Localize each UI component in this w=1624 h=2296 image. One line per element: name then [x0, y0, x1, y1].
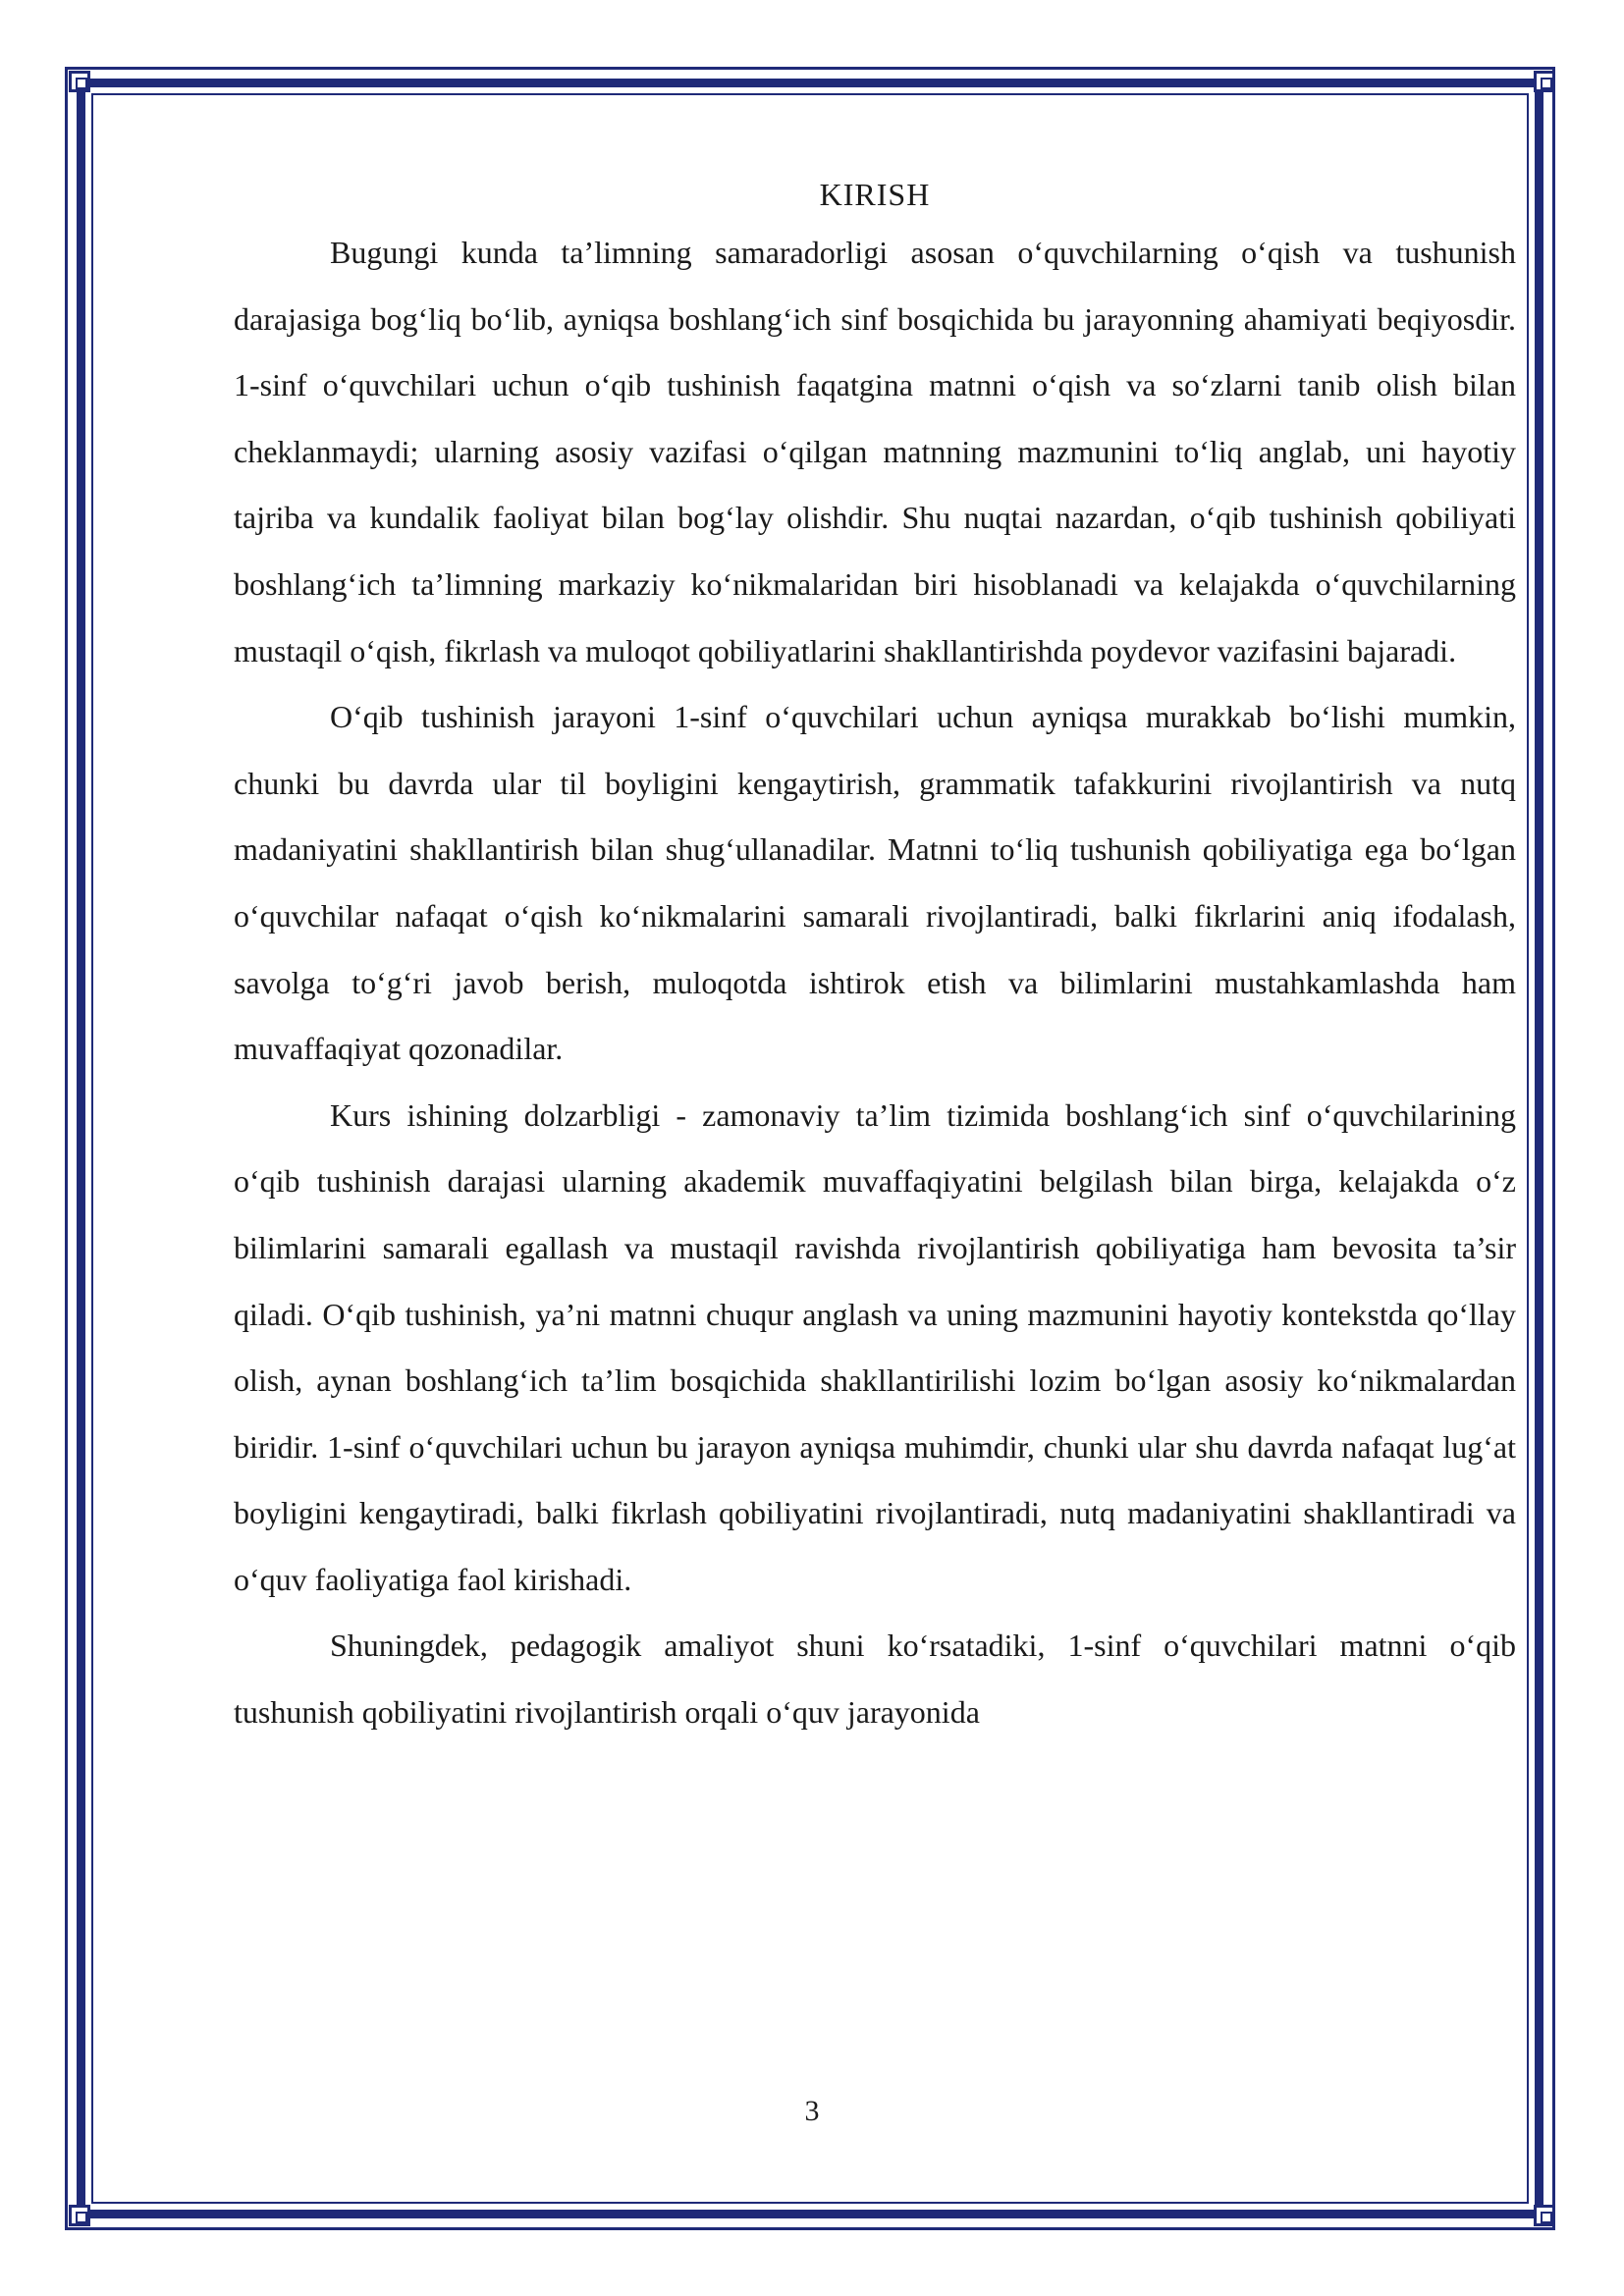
frame-corner-ornament — [1534, 71, 1555, 92]
page-number: 3 — [804, 2095, 820, 2127]
document-body — [234, 169, 1516, 1746]
paragraph: Shuningdek, pedagogik amaliyot shuni ko‘rsatadiki, 1-sinf o‘quvchilari matnni o‘qib tushunish qobiliyatini rivojlantirish orqali o‘quv jarayonida — [234, 1628, 1516, 1731]
frame-corner-ornament — [69, 71, 90, 92]
paragraph: O‘qib tushinish jarayoni 1-sinf o‘quvchilari uchun ayniqsa murakkab bo‘lishi mumkin, chunki bu davrda ular til boyligini kengaytirish, grammatik tafakkurini rivojlantirish va nutq madaniyatini shakllantirish bilan shug‘ullanadilar. Matnni to‘liq tushunish qobiliyatiga ega bo‘lgan o‘quvchilar nafaqat o‘qish ko‘nikmalarini samarali rivojlantiradi, balki fikrlarini aniq ifodalash, savolga to‘g‘ri javob berish, muloqotda ishtirok etish va bilimlarini mustahkamlashda ham muvaffaqiyat qozonadilar. — [234, 699, 1516, 1067]
frame-corner-ornament — [1534, 2205, 1555, 2226]
paragraph: Bugungi kunda ta’limning samaradorligi asosan o‘quvchilarning o‘qish va tushunish darajasiga bog‘liq bo‘lib, ayniqsa boshlang‘ich sinf bosqichida bu jarayonning ahamiyati beqiyosdir. 1-sinf o‘quvchilari uchun o‘qib tushinish faqatgina matnni o‘qish va so‘zlarni tanib olish bilan cheklanmaydi; ularning asosiy vazifasi o‘qilgan matnning mazmunini to‘liq anglab, uni hayotiy tajriba va kundalik faoliyat bilan bog‘lay olishdir. Shu nuqtai nazardan, o‘qib tushinish qobiliyati boshlang‘ich ta’limning markaziy ko‘nikmalaridan biri hisoblanadi va kelajakda o‘quvchilarning mustaqil o‘qish, fikrlash va muloqot qobiliyatlarini shakllantirishda poydevor vazifasini bajaradi. — [234, 235, 1516, 668]
section-heading: KIRISH — [819, 177, 931, 212]
frame-corner-ornament — [69, 2205, 90, 2226]
paragraph: Kurs ishining dolzarbligi - zamonaviy ta’lim tizimida boshlang‘ich sinf o‘quvchilarining o‘qib tushinish darajasi ularning akademik muvaffaqiyatini belgilash bilan birga, kelajakda o‘z bilimlarini samarali egallash va mustaqil ravishda rivojlantirish qobiliyatiga ham bevosita ta’sir qiladi. O‘qib tushinish, ya’ni matnni chuqur anglash va uning mazmunini hayotiy kontekstda qo‘llay olish, aynan boshlang‘ich ta’lim bosqichida shakllantirilishi lozim bo‘lgan asosiy ko‘nikmalardan biridir. 1-sinf o‘quvchilari uchun bu jarayon ayniqsa muhimdir, chunki ular shu davrda nafaqat lug‘at boyligini kengaytiradi, balki fikrlash qobiliyatini rivojlantiradi, nutq madaniyatini shakllantiradi va o‘quv faoliyatiga faol kirishadi. — [234, 1096, 1516, 1597]
